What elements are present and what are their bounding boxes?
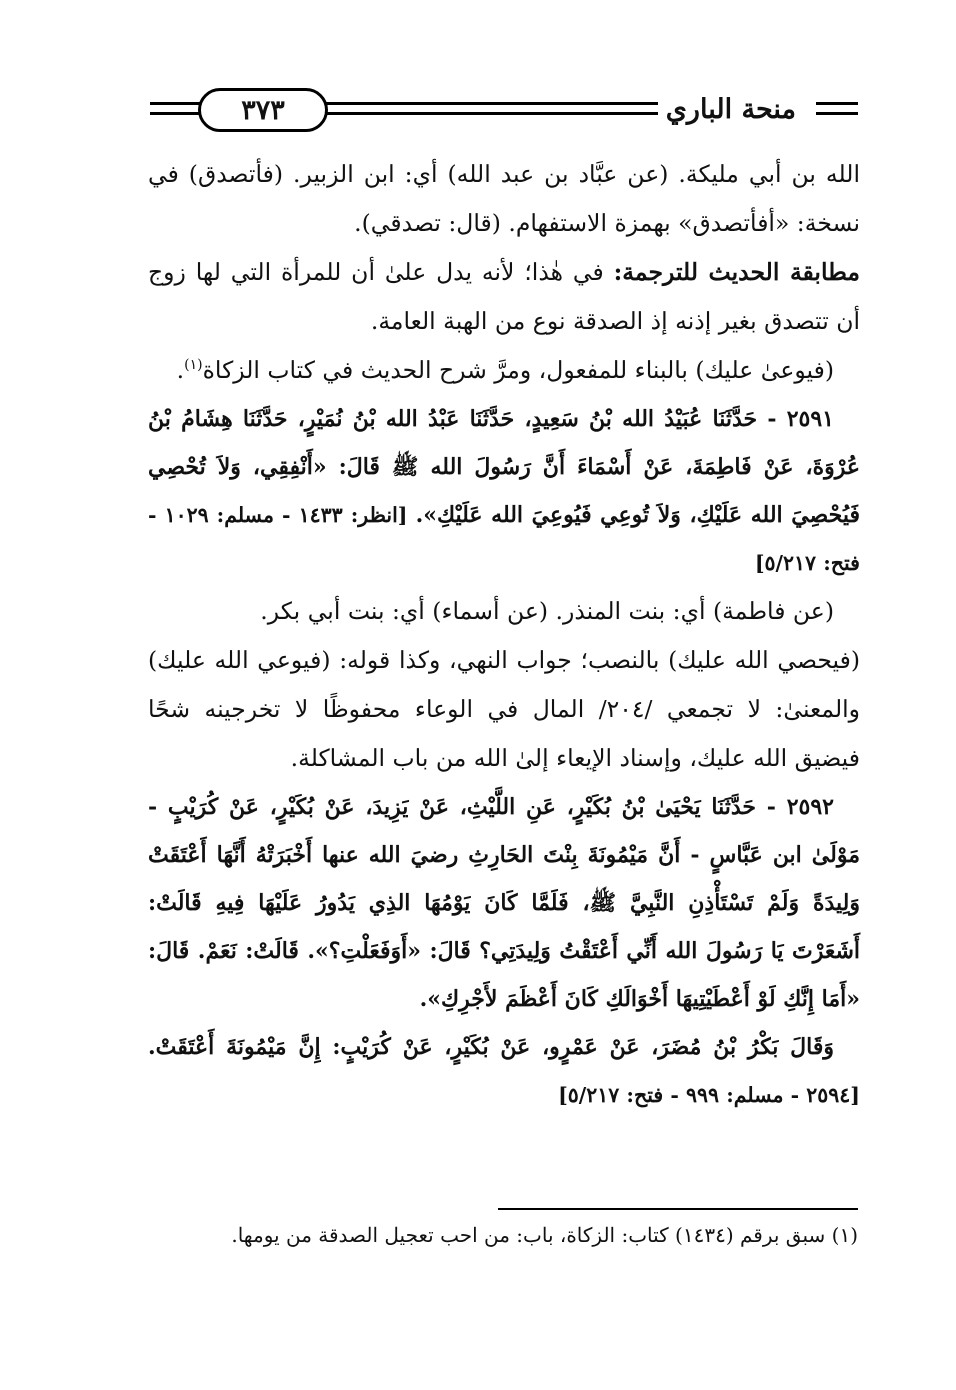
paragraph-text: (فيوعىٰ عليك) بالبناء للمفعول، ومرَّ شرح الحديث في كتاب الزكاة bbox=[202, 356, 834, 384]
hadith-2591 bbox=[148, 395, 860, 587]
footnote: (١) سبق برقم (١٤٣٤) كتاب: الزكاة، باب: من احب تعجيل الصدقة من يومها. bbox=[231, 1223, 858, 1247]
page-number-badge bbox=[198, 88, 328, 132]
commentary-paragraph-5: (فيحصي الله عليك) بالنصب؛ جواب النهي، وكذا قوله: (فيوعي الله عليك) والمعنىٰ: لا تجمعي /٢٠٤/ المال في الوعاء محفوظًا لا تخرجينه شحًا فيضيق الله عليك، وإسناد الإيعاء إلىٰ الله من باب المشاكلة. bbox=[148, 646, 860, 772]
hadith-text: وَقَالَ بَكْرُ بْنُ مُضَرَ، عَنْ عَمْرٍو، عَنْ بُكَيْرٍ، عَنْ كُرَيْبٍ: إِنَّ مَيْمُونَةَ أَعْتَقَتْ. bbox=[148, 1034, 834, 1060]
footnote-divider bbox=[498, 1208, 858, 1210]
hadith-text: ٢٥٩١ - حَدَّثَنَا عُبَيْدُ الله بْنُ سَعِيدٍ، حَدَّثَنَا عَبْدُ الله بْنُ نُمَيْرٍ، حَدَّثَنَا هِشَامُ بْنُ عُرْوَةَ، عَنْ فَاطِمَةَ، عَنْ أَسْمَاءَ أَنَّ رَسُولَ الله ﷺ قَالَ: «أَنْفِقِي، وَلاَ تُحْصِي فَيُحْصِيَ الله عَلَيْكِ، وَلاَ تُوعِي فَيُوعِيَ الله عَلَيْكِ». bbox=[148, 406, 860, 528]
header-rule-middle-bottom bbox=[318, 112, 658, 115]
commentary-paragraph-3 bbox=[148, 346, 860, 395]
book-title: منحة الباري bbox=[665, 94, 796, 125]
commentary-paragraph-1: الله بن أبي مليكة. (عن عبَّاد بن عبد الله) أي: ابن الزبير. (فأتصدق) في نسخة: «أفأتصدق» بهمزة الاستفهام. (قال: تصدقي). bbox=[148, 160, 860, 237]
paragraph-end: . bbox=[176, 356, 185, 384]
commentary-paragraph-4: (عن فاطمة) أي: بنت المنذر. (عن أسماء) أي: بنت أبي بكر. bbox=[260, 597, 834, 625]
header-rule-middle-top bbox=[318, 102, 658, 105]
header-rule-right-bottom bbox=[816, 112, 858, 115]
section-text: في هٰذا؛ لأنه يدل علىٰ أن للمرأة التي لها زوج أن تتصدق بغير إذنه إذ الصدقة نوع من الهبة العامة. bbox=[148, 258, 860, 335]
page-number: ٣٧٣ bbox=[241, 94, 285, 126]
hadith-reference: [انظر: ١٤٣٣ - مسلم: ١٠٢٩ - فتح: ٥/٢١٧] bbox=[148, 503, 860, 575]
page-header bbox=[150, 80, 858, 140]
footnote-marker: (١) bbox=[184, 357, 203, 374]
hadith-2592-note bbox=[148, 1023, 860, 1119]
hadith-2592: ٢٥٩٢ - حَدَّثَنَا يَحْيَىٰ بْنُ بُكَيْرٍ، عَنِ اللَّيْثِ، عَنْ يَزِيدَ، عَنْ بُكَيْرٍ، عَنْ كُرَيْبٍ - مَوْلَىٰ ابن عَبَّاسٍ - أَنَّ مَيْمُونَةَ بِنْتَ الحَارِثِ رضيَ الله عنها أَخْبَرَتْهُ أَنَّهَا أَعْتَقَتْ وَلِيدَةً وَلَمْ تَسْتَأْذِنِ النَّبِيَّ ﷺ، فَلَمَّا كَانَ يَوْمُهَا الذِي يَدُورُ عَلَيْهَا فِيهِ قَالَتْ: أَشَعَرْتَ يَا رَسُولَ الله أَنِّي أَعْتَقْتُ وَلِيدَتِي؟ قَالَ: «أَوَفَعَلْتِ؟». قَالَتْ: نَعَمْ. قَالَ: «أَمَا إِنَّكِ لَوْ أَعْطَيْتِيهَا أَخْوَالَكِ كَانَ أَعْظَمَ لأَجْرِكِ». bbox=[148, 794, 861, 1012]
commentary-paragraph-2 bbox=[148, 248, 860, 346]
page-body bbox=[148, 150, 860, 1119]
hadith-reference: [٢٥٩٤ - مسلم: ٩٩٩ - فتح: ٥/٢١٧] bbox=[558, 1083, 860, 1107]
header-rule-right-top bbox=[816, 102, 858, 105]
section-heading: مطابقة الحديث للترجمة: bbox=[613, 258, 860, 286]
